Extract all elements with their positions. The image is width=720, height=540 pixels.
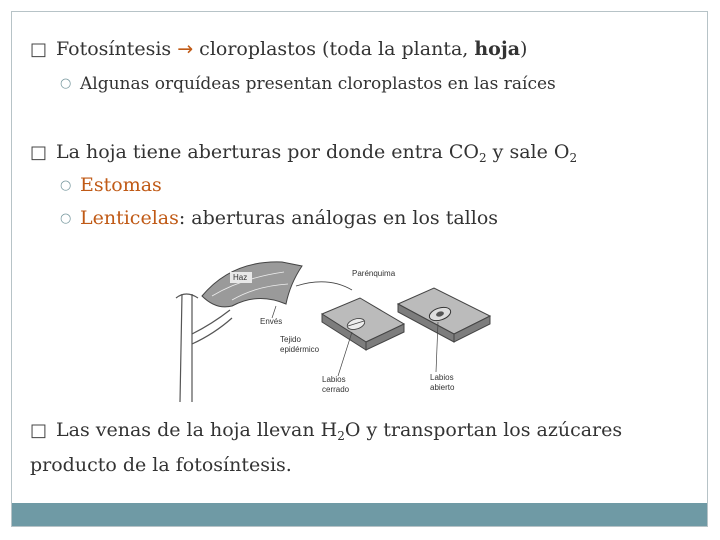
label-parenquima: Parénquima	[352, 269, 396, 278]
stem-shape	[180, 294, 192, 402]
sub-bullet-text: Estomas	[80, 174, 162, 196]
square-bullet-icon: □	[30, 39, 48, 60]
pointer-closed	[338, 332, 352, 376]
square-bullet-icon: □	[30, 420, 48, 441]
square-bullet-icon: □	[30, 142, 48, 163]
stem-node-shape	[176, 294, 198, 298]
sub-bullet-text: Algunas orquídeas presentan cloroplastos en las raíces	[80, 74, 556, 94]
circle-bullet-icon: ○	[60, 178, 72, 193]
bullet-text: Las venas de la hoja llevan H	[56, 419, 338, 441]
bullet-text: La hoja tiene aberturas por donde entra CO	[56, 141, 479, 163]
leaf-stoma-diagram	[172, 254, 500, 402]
sub-bullet-lenticelas	[60, 207, 498, 229]
subscript: 2	[569, 151, 578, 165]
subscript: 2	[478, 151, 487, 165]
label-abierto: abierto	[430, 383, 455, 392]
bullet-venas	[30, 416, 690, 480]
bullet-fotosintesis	[30, 38, 527, 60]
label-labios-cerrado: Labios	[322, 375, 346, 384]
highlight-word: Lenticelas	[80, 207, 179, 229]
bullet-text: O y transportan los azúcares producto de la fotosíntesis.	[30, 419, 623, 476]
footer-band	[12, 503, 707, 526]
circle-bullet-icon: ○	[60, 211, 72, 226]
label-labios-abierto: Labios	[430, 373, 454, 382]
label-cerrado: cerrado	[322, 385, 350, 394]
petiole-shape	[192, 310, 232, 344]
bold-word: hoja	[474, 38, 521, 60]
label-haz: Haz	[233, 273, 248, 282]
label-tejido: Tejido	[280, 335, 301, 344]
sub-bullet-orquideas	[60, 74, 556, 94]
bullet-text: y sale O	[486, 141, 570, 163]
sub-bullet-text: : aberturas análogas en los tallos	[178, 207, 499, 229]
bullet-text: Fotosíntesis	[56, 38, 178, 60]
circle-bullet-icon: ○	[60, 76, 72, 91]
bullet-text: )	[520, 38, 528, 60]
bullet-text: cloroplastos (toda la planta,	[193, 38, 475, 60]
sub-bullet-estomas	[60, 174, 162, 196]
label-epidermico: epidérmico	[280, 345, 320, 354]
zoom-pointer	[296, 282, 352, 290]
subscript: 2	[337, 429, 345, 443]
label-enves: Envés	[260, 317, 283, 326]
bullet-aberturas	[30, 141, 577, 165]
arrow-right-icon: →	[177, 38, 194, 60]
